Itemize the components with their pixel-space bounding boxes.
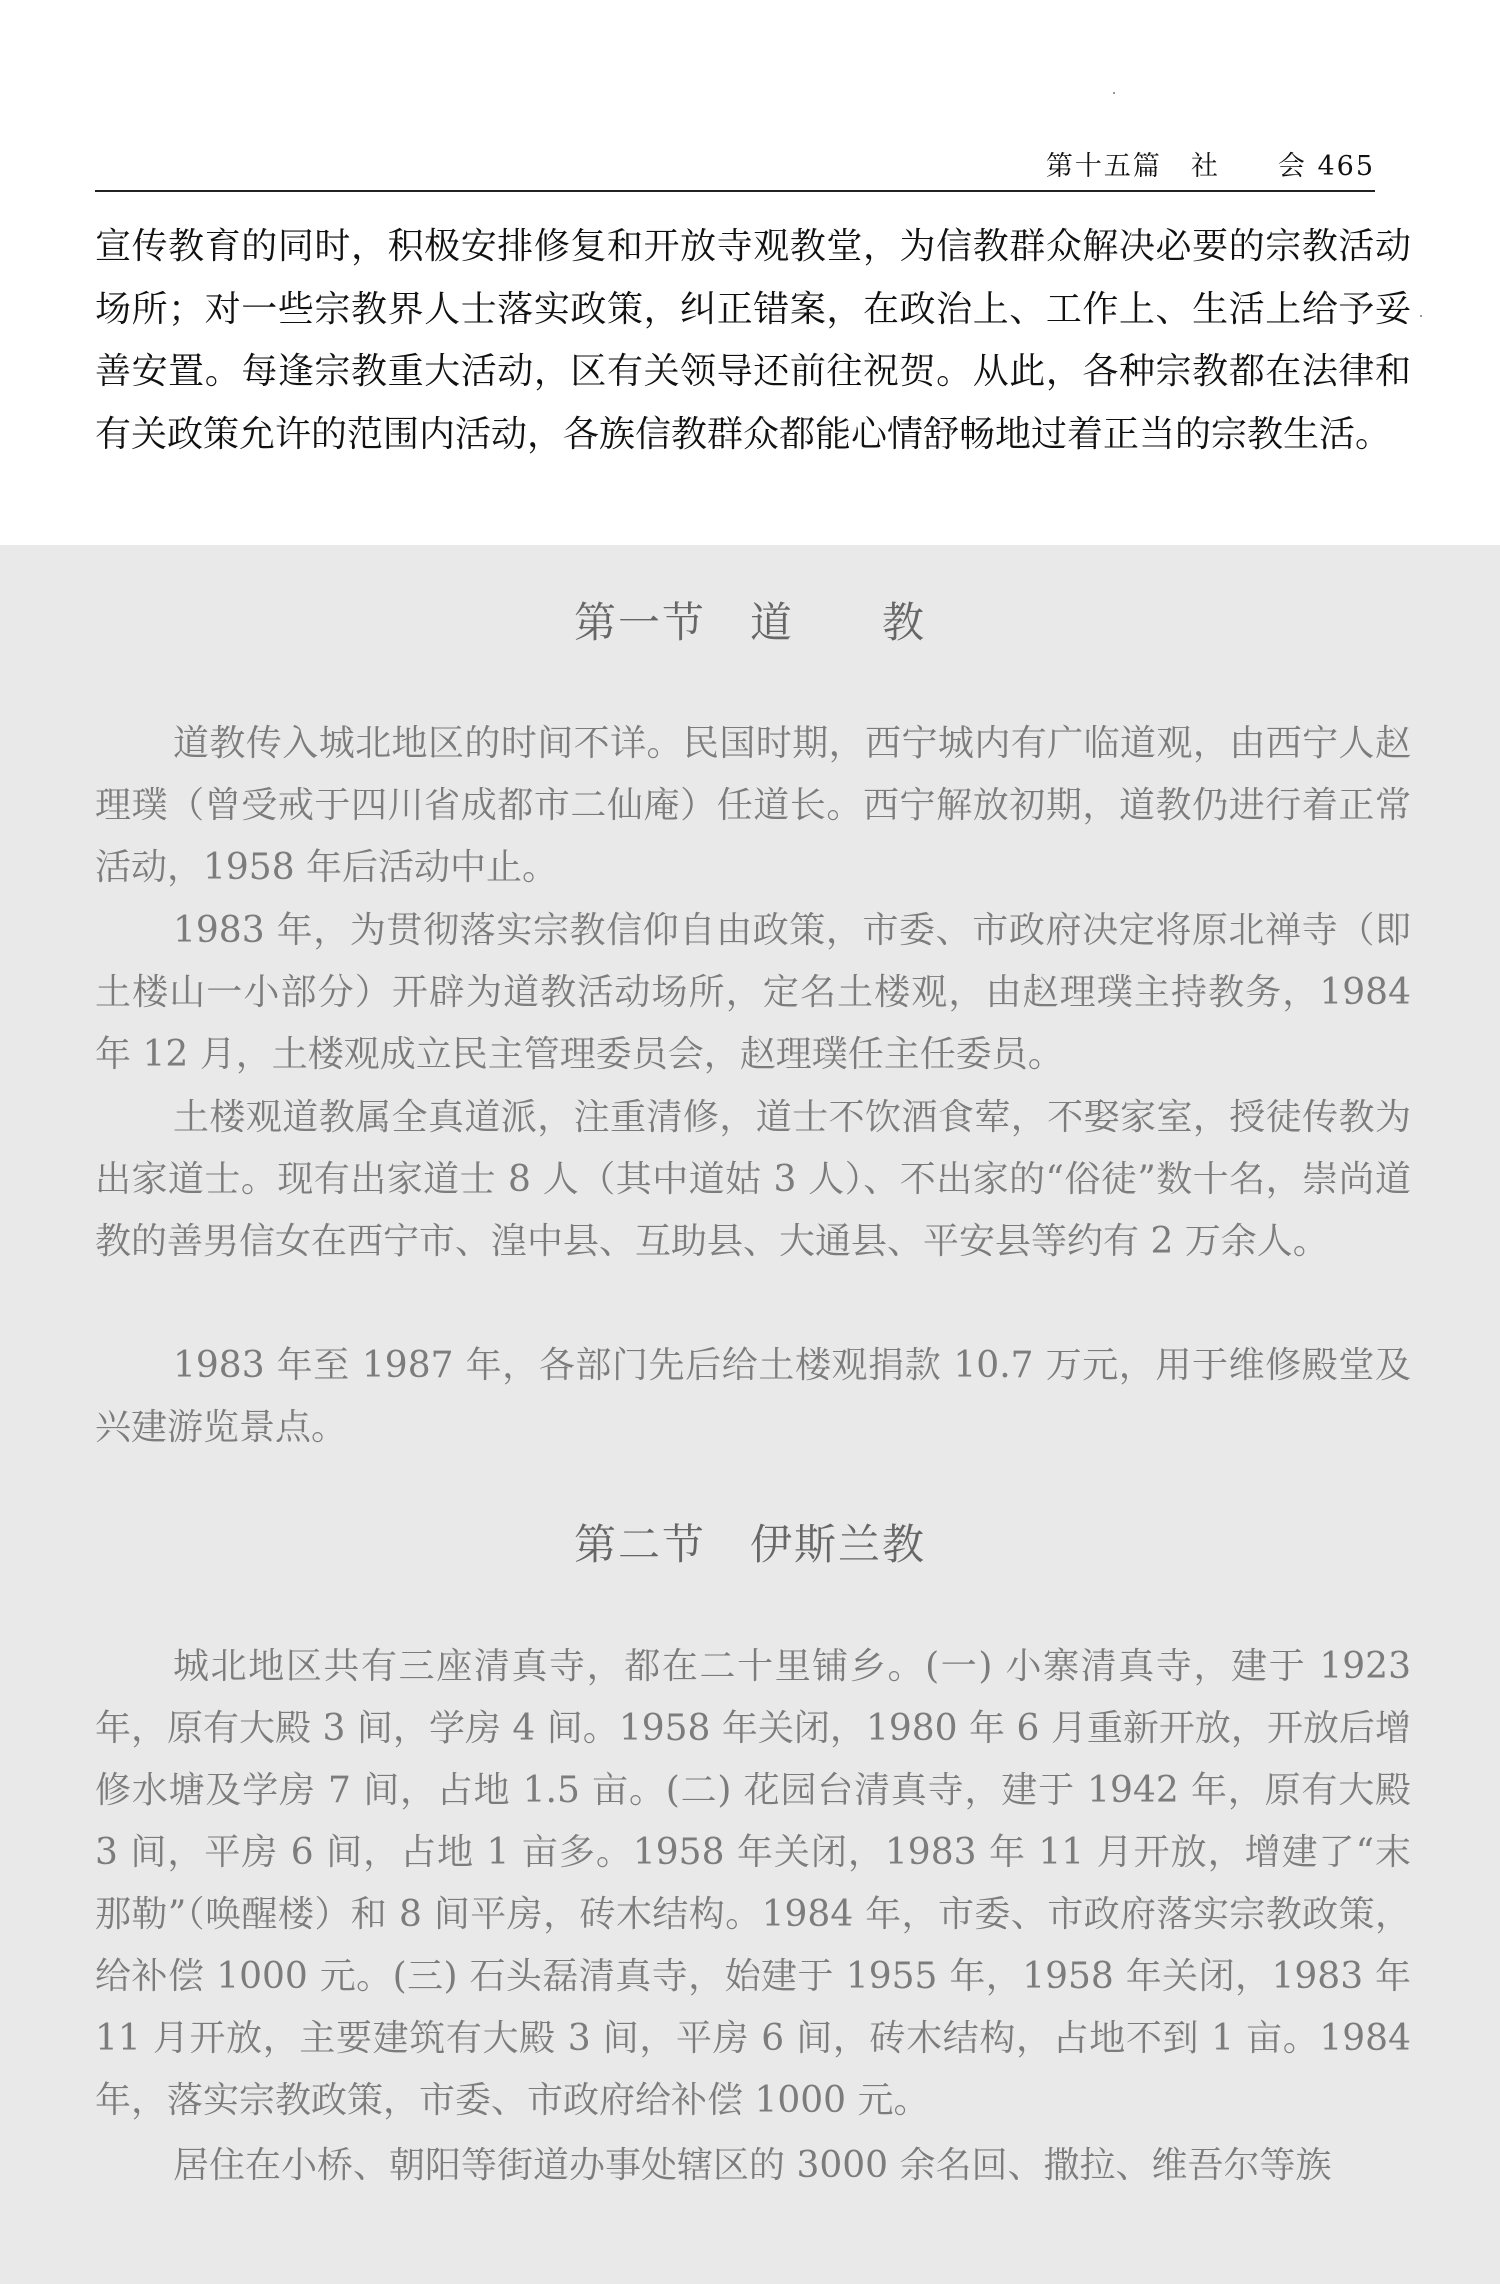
taoism-paragraph-2: 1983 年，为贯彻落实宗教信仰自由政策，市委、市政府决定将原北禅寺（即土楼山一小部分）开辟为道教活动场所，定名土楼观，由赵理璞主持教务，1984 年 12 月，土楼观成立民主管理委员会，赵理璞任主任委员。 (95, 910, 1411, 1075)
taoism-paragraph-1: 道教传入城北地区的时间不详。民国时期，西宁城内有广临道观，由西宁人赵理璞（曾受戒于四川省成都市二仙庵）任道长。西宁解放初期，道教仍进行着正常活动，1958 年后活动中止。 (95, 723, 1411, 888)
taoism-paragraph-4: 1983 年至 1987 年，各部门先后给土楼观捐款 10.7 万元，用于维修殿堂及兴建游览景点。 (95, 1345, 1411, 1448)
scan-speck (1420, 315, 1422, 317)
taoism-paragraph-3: 土楼观道教属全真道派，注重清修，道士不饮酒食荤，不娶家室，授徒传教为出家道士。现有出家道士 8 人（其中道姑 3 人）、不出家的“俗徒”数十名，崇尚道教的善男信女在西宁市、湟中县、互助县、大通县、平安县等约有 2 万余人。 (95, 1097, 1411, 1262)
islam-paragraph-1: 城北地区共有三座清真寺，都在二十里铺乡。(一) 小寨清真寺，建于 1923 年，原有大殿 3 间，学房 4 间。1958 年关闭，1980 年 6 月重新开放，开放后增修水塘及学房 7 间，占地 1.5 亩。(二) 花园台清真寺，建于 1942 年，原有大殿 3 间，平房 6 间，占地 1 亩多。1958 年关闭，1983 年 11 月开放，增建了“末那勒”（唤醒楼）和 8 间平房，砖木结构。1984 年，市委、市政府落实宗教政策，给补偿 1000 元。(三) 石头磊清真寺，始建于 1955 年，1958 年关闭，1983 年 11 月开放，主要建筑有大殿 3 间，平房 6 间，砖木结构，占地不到 1 亩。1984 年，落实宗教政策，市委、市政府给补偿 1000 元。 (95, 1646, 1411, 2121)
section-title-taoism: 第一节 道 教 (573, 598, 926, 647)
running-head (95, 138, 1375, 192)
running-head-text: 第十五篇 社 会 465 (1045, 151, 1375, 182)
intro-paragraph: 宣传教育的同时，积极安排修复和开放寺观教堂，为信教群众解决必要的宗教活动场所；对一些宗教界人士落实政策，纠正错案，在政治上、工作上、生活上给予妥善安置。每逢宗教重大活动，区有关领导还前往祝贺。从此，各种宗教都在法律和有关政策允许的范围内活动，各族信教群众都能心情舒畅地过着正当的宗教生活。 (95, 226, 1411, 455)
scan-speck (1113, 92, 1115, 94)
section-title-islam: 第二节 伊斯兰教 (573, 1520, 926, 1569)
islam-paragraph-2: 居住在小桥、朝阳等街道办事处辖区的 3000 余名回、撒拉、维吾尔等族 (173, 2145, 1332, 2186)
